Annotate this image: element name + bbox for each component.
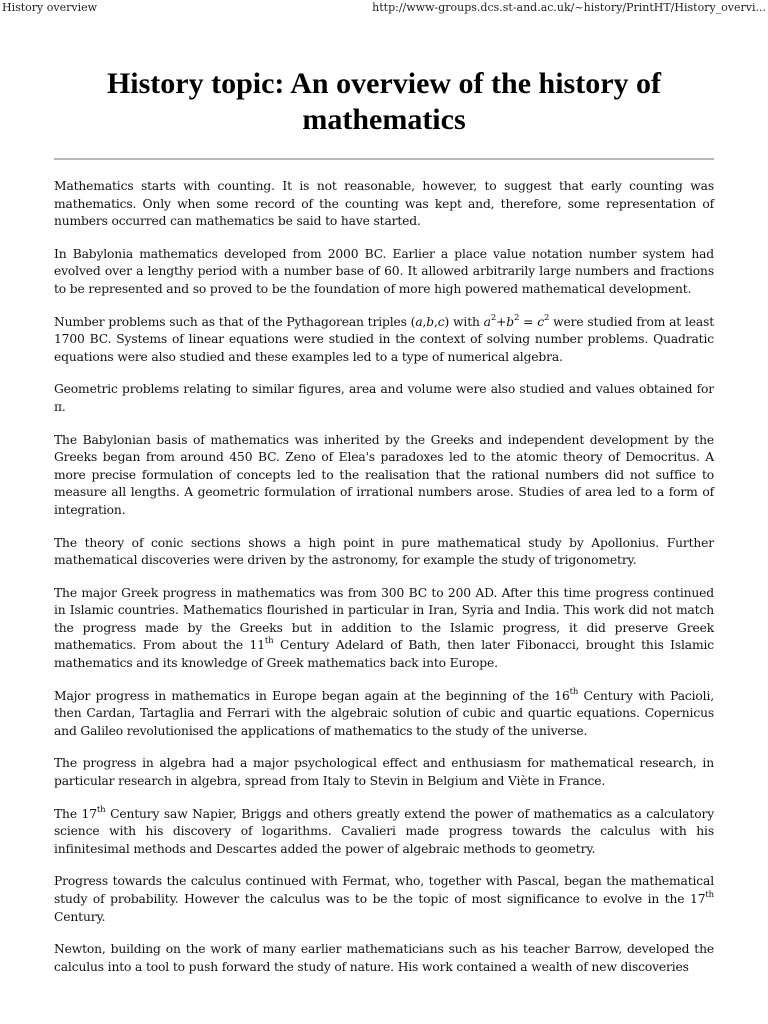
paragraph-2: In Babylonia mathematics developed from 2000 BC. Earlier a place value notation number system had evolved over a lengthy period with a number base of 60. It allowed arbitrarily large numbers and fractions to be represented and so proved to be the foundation of more high powered mathematical development. [54,246,714,296]
header-url[interactable]: http://www-groups.dcs.st-and.ac.uk/~history/PrintHT/History_overvi... [372,1,766,14]
title-divider [54,158,714,160]
p7-sup: th [264,636,274,647]
p3-comma-2: , [434,314,438,329]
p3-eq-a: a [483,314,491,329]
paragraph-5: The Babylonian basis of mathematics was inherited by the Greeks and independent development by the Greeks began from around 450 BC. Zeno of Elea's paradoxes led to the atomic theory of Democritus. A more precise formulation of concepts led to the realisation that the rational numbers did not suffice to measure all lengths. A geometric formulation of irrational numbers arose. Studies of area led to a form of integration. [54,432,714,517]
p11-text-b: Century. [54,909,106,924]
p8-text-b: Century with Pacioli, then Cardan, Tartaglia and Ferrari with the algebraic solution of cubic and quartic equations. Copernicus and Galileo revolutionised the applications of mathematics to the study of the universe. [54,688,714,738]
p10-text-a: The 17 [54,806,97,821]
p7-text-a: The major Greek progress in mathematics was from 300 BC to 200 AD. After this time progress continued in Islamic countries. Mathematics flourished in particular in Iran, Syria and India. This work did not match the progress made by the Greeks but in addition to the Islamic progress, it did preserve Greek mathematics. From about the 11 [54,585,714,653]
p3-text-g: ) with [444,314,484,329]
p8-sup: th [569,686,579,697]
paragraph-10 [54,806,714,859]
page-title: History topic: An overview of the history of mathematics [106,67,662,136]
paragraph-7 [54,585,714,673]
p3-comma-1: , [422,314,427,329]
p3-eq-c: c [537,314,544,329]
paragraph-1: Mathematics starts with counting. It is not reasonable, however, to suggest that early counting was mathematics. Only when some record of the counting was kept and, therefore, some representation of numbers occurred can mathematics be said to have started. [54,179,714,229]
article-body [54,178,714,991]
p8-text-a: Major progress in mathematics in Europe began again at the beginning of the 16 [54,688,570,703]
p3-var-a: a [415,314,423,329]
paragraph-12: Newton, building on the work of many earlier mathematicians such as his teacher Barrow, developed the calculus into a tool to push forward the study of nature. His work contained a wealth of new discoveries [54,942,714,974]
p3-text-a: Number problems such as that of the Pythagorean triples ( [54,314,416,329]
p11-text-a: Progress towards the calculus continued with Fermat, who, together with Pascal, began the mathematical study of probability. However the calculus was to be the topic of most significance to evolve in the 17 [54,874,714,906]
p3-eq-equals: = [519,314,538,329]
paragraph-4: Geometric problems relating to similar figures, area and volume were also studied and values obtained for π. [54,382,714,414]
p3-eq-exp-1: 2 [490,312,497,323]
paragraph-11 [54,873,714,926]
header-page-title: History overview [2,1,98,14]
paragraph-9: The progress in algebra had a major psychological effect and enthusiasm for mathematical research, in particular research in algebra, spread from Italy to Stevin in Belgium and Viète in France. [54,756,714,789]
p3-eq-exp-2: 2 [514,312,520,323]
paragraph-3 [54,314,714,367]
paragraph-8 [54,688,714,741]
p10-text-b: Century saw Napier, Briggs and others greatly extend the power of mathematics as a calculatory science with his discovery of logarithms. Cavalieri made progress towards the calculus with his infinitesimal methods and Descartes added the power of algebraic methods to geometry. [54,806,715,856]
p11-sup: th [705,890,714,901]
p7-text-b: Century Adelard of Bath, then later Fibonacci, brought this Islamic mathematics and its knowledge of Greek mathematics back into Europe. [54,638,714,671]
print-header [0,0,768,16]
p3-var-c: c [437,314,445,329]
p10-sup: th [96,804,106,815]
p3-eq-plus: + [496,314,507,329]
p3-eq-b: b [506,314,515,329]
paragraph-6: The theory of conic sections shows a high point in pure mathematical study by Apollonius. Further mathematical discoveries were driven by the astronomy, for example the study of trigonometry. [54,535,714,568]
p3-text-p: were studied from at least 1700 BC. Systems of linear equations were studied in the context of solving number problems. Quadratic equations were also studied and these examples led to a type of numerical algebra. [54,314,715,364]
p3-var-b: b [426,314,434,329]
p3-eq-exp-3: 2 [543,312,550,323]
